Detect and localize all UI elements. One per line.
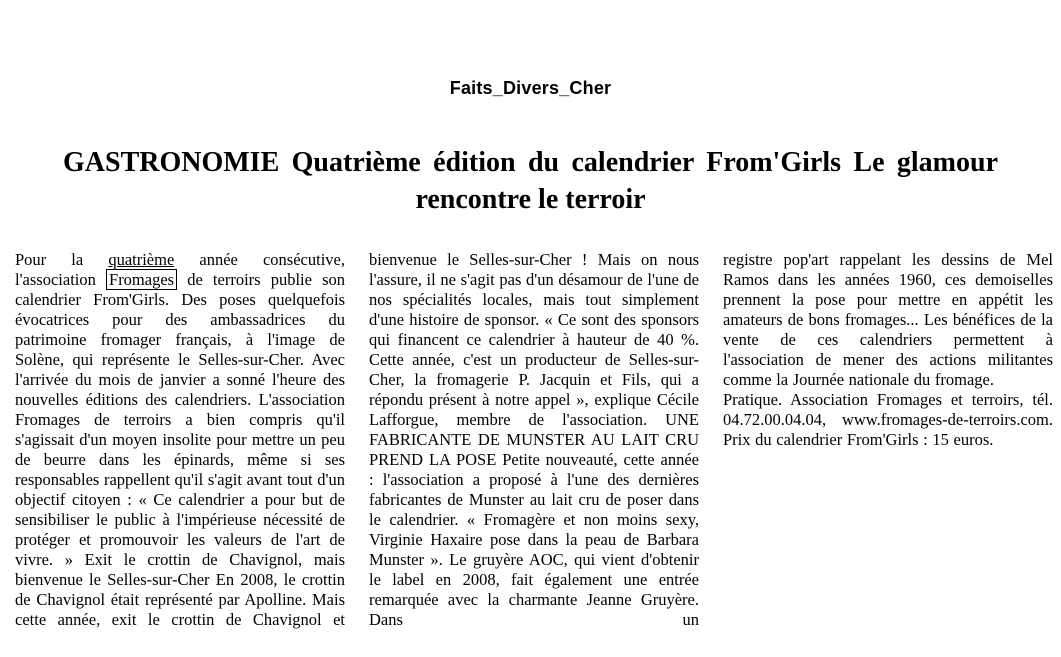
column-1-text-end: de terroirs publie son calendrier From'Girls. Des poses quelquefois évocatrices pour des ambassadrices du patrimoine fromager français, à l'image de Solène, qui représente le Selles-sur-Cher. Avec l'arrivée du mois de janvier a sonné l'heure des nouvelles éditions des calendriers. L'association Fromages de terroirs a bien compris qu'il s'agissait d'un moyen insolite pour mettre un peu de beurre dans les épinards, même si ses responsables rappellent qu'il s'agit avant tout d'un objectif citoyen : « Ce calendrier a pour but de sensibiliser le public à l'impérieuse nécessité de protéger et promouvoir les valeurs de l'art de vivre. » Exit le crottin de Chavignol, mais bienvenue le Selles-sur-Cher En 2008, le crottin de Chavignol était représenté par Apolline. Mais cette année, exit le crottin de Chavignol et [15,270,346,629]
boxed-word: Fromages [106,269,177,290]
underlined-word: quatrième [108,250,175,269]
article-columns [15,250,1053,630]
column-1-paragraph [15,250,345,630]
article-column-1 [15,250,345,630]
column-3-paragraph-2: Pratique. Association Fromages et terroirs, tél. 04.72.00.04.04, www.fromages-de-terroirs.com. Prix du calendrier From'Girls : 15 euros. [723,390,1053,449]
article-column-2 [369,250,699,630]
document-title: Faits_Divers_Cher [449,78,612,98]
column-2-paragraph: bienvenue le Selles-sur-Cher ! Mais on nous l'assure, il ne s'agit pas d'un désamour de l'une de nos spécialités locales, mais tout simplement d'une histoire de sponsor. « Ce sont des sponsors qui financent ce calendrier à hauteur de 40 %. Cette année, c'est un producteur de Selles-sur-Cher, la fromagerie P. Jacquin et Fils, qui a répondu présent à notre appel », explique Cécile Lafforgue, membre de l'association. UNE FABRICANTE DE MUNSTER AU LAIT CRU PREND LA POSE Petite nouveauté, cette année : l'association a proposé à l'une des dernières fabricantes de Munster au lait cru de poser dans le calendrier. « Fromagère et non moins sexy, Virginie Haxaire pose dans la peau de Barbara Munster ». Le gruyère AOC, qui vient d'obtenir le label en 2008, fait également une entrée remarquée avec la charmante Jeanne Gruyère. Dans un [369,250,699,629]
column-1-text-middle: année consécutive, l'association [15,250,345,289]
column-3-paragraph-1: registre pop'art rappelant les dessins de Mel Ramos dans les années 1960, ces demoiselles prennent la pose pour mettre en appétit les amateurs de bons fromages... Les bénéfices de la vente de ces calendriers permettent à l'association de mener des actions militantes comme la Journée nationale du fromage. [723,250,1053,389]
column-1-text-start: Pour la [15,250,109,269]
article-column-3 [723,250,1053,630]
article-headline: GASTRONOMIE Quatrième édition du calendrier From'Girls Le glamour rencontre le terroir [63,147,998,215]
